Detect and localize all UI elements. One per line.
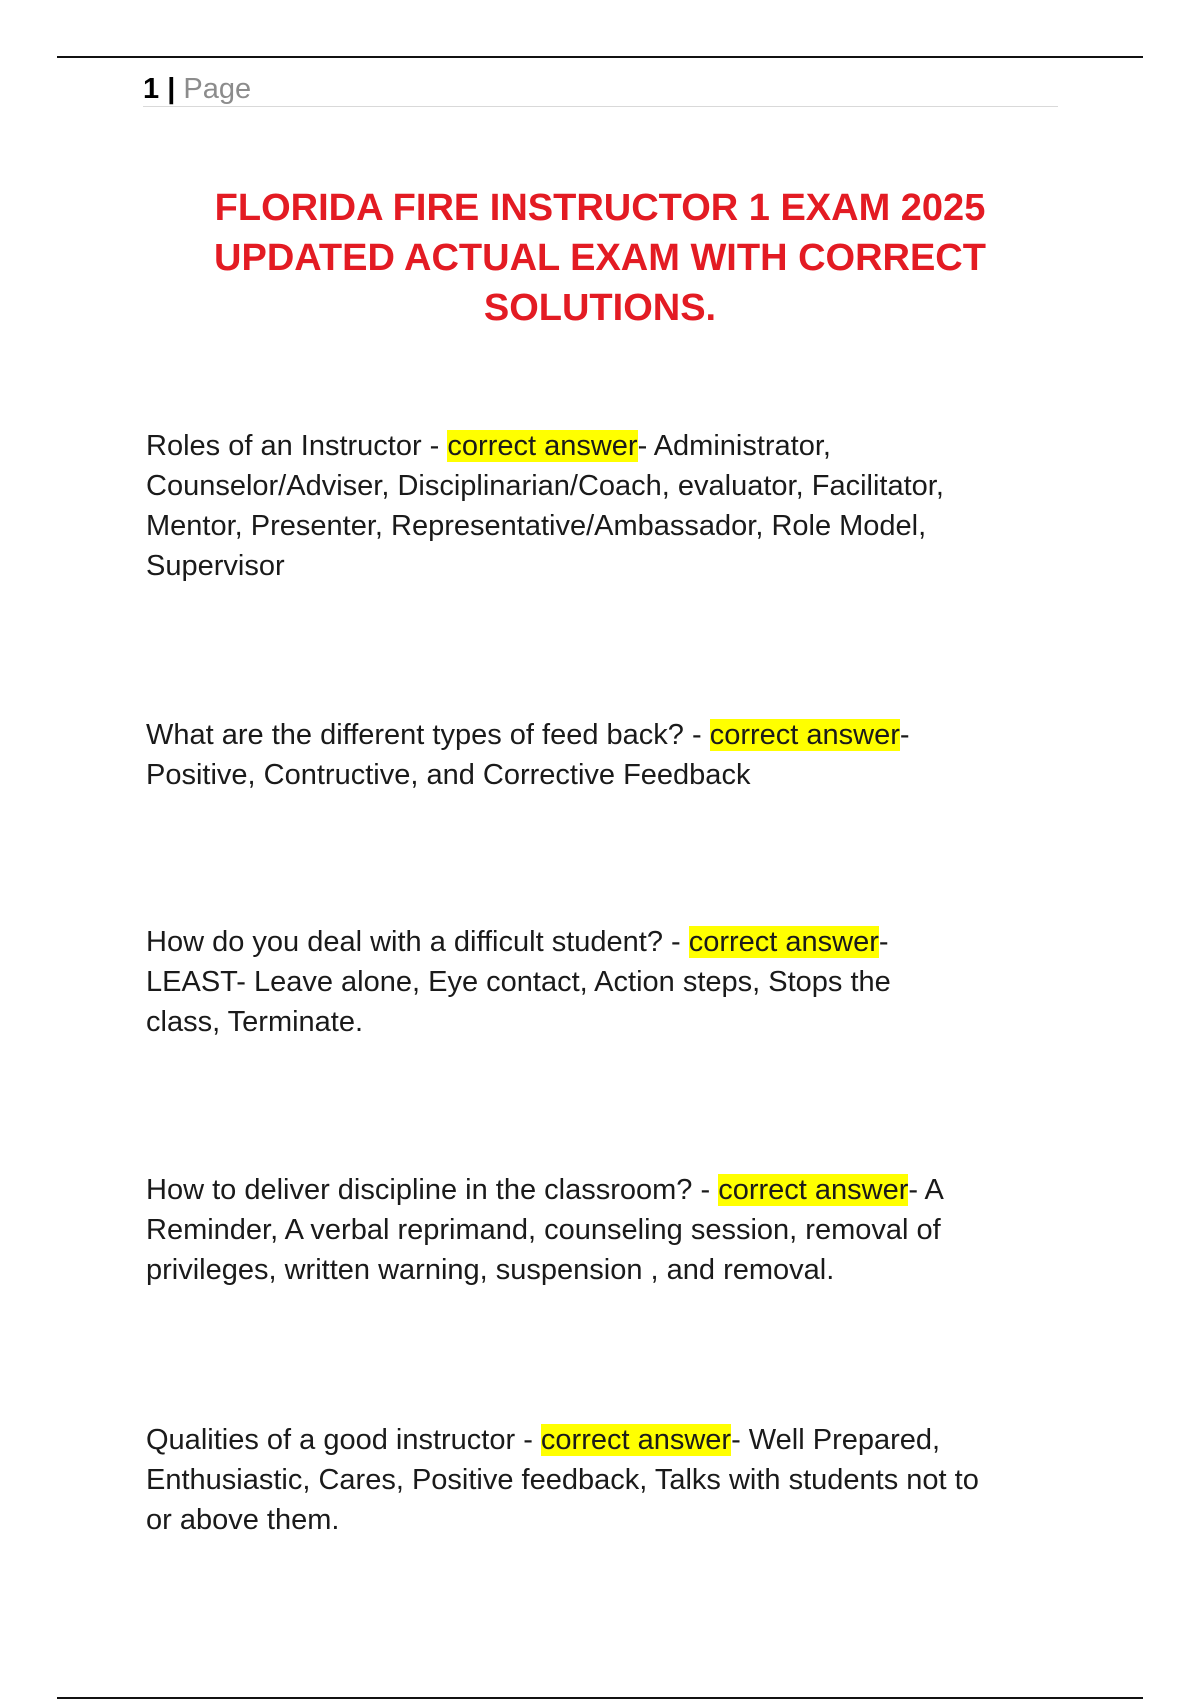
qa-item <box>146 922 1046 1042</box>
answer-line: Positive, Contructive, and Corrective Feedback <box>146 759 751 791</box>
question-text: Qualities of a good instructor - <box>146 1424 541 1456</box>
answer-line: Counselor/Adviser, Disciplinarian/Coach, evaluator, Facilitator, <box>146 470 944 502</box>
correct-answer-highlight: correct answer <box>447 430 638 462</box>
answer-line: Supervisor <box>146 550 285 582</box>
question-text: How to deliver discipline in the classroom? - <box>146 1174 719 1206</box>
question-text: What are the different types of feed back? - <box>146 719 710 751</box>
answer-line: Reminder, A verbal reprimand, counseling session, removal of <box>146 1214 941 1246</box>
answer-line: or above them. <box>146 1504 340 1536</box>
qa-first-line <box>146 1170 1046 1210</box>
title-line-1: FLORIDA FIRE INSTRUCTOR 1 EXAM 2025 <box>214 187 986 229</box>
correct-answer-highlight: correct answer <box>540 1424 732 1456</box>
answer-line: class, Terminate. <box>146 1006 364 1038</box>
page-label: Page <box>183 73 252 105</box>
answer-line: LEAST- Leave alone, Eye contact, Action steps, Stops the <box>146 966 891 998</box>
answer-line: Mentor, Presenter, Representative/Ambassador, Role Model, <box>146 510 927 542</box>
qa-first-line <box>146 426 1046 466</box>
qa-item <box>146 426 1046 586</box>
answer-start: - Administrator, <box>637 430 831 462</box>
page-header <box>143 72 1058 107</box>
top-rule <box>57 56 1143 58</box>
correct-answer-highlight: correct answer <box>718 1174 909 1206</box>
answer-line: privileges, written warning, suspension , and removal. <box>146 1254 835 1286</box>
answer-start: - A <box>908 1174 944 1206</box>
bottom-rule <box>57 1697 1143 1699</box>
answer-start: - Well Prepared, <box>731 1424 941 1456</box>
answer-start: - <box>899 719 910 751</box>
document-title <box>150 183 1050 333</box>
question-text: How do you deal with a difficult student? - <box>146 926 689 958</box>
qa-first-line <box>146 922 1046 962</box>
correct-answer-highlight: correct answer <box>709 719 900 751</box>
question-text: Roles of an Instructor - <box>146 430 448 462</box>
correct-answer-highlight: correct answer <box>688 926 879 958</box>
qa-first-line <box>146 1420 1046 1460</box>
answer-start: - <box>878 926 889 958</box>
page-separator: | <box>167 73 176 105</box>
qa-item <box>146 715 1046 795</box>
title-line-2: UPDATED ACTUAL EXAM WITH CORRECT <box>214 237 986 279</box>
qa-item <box>146 1170 1046 1290</box>
answer-line: Enthusiastic, Cares, Positive feedback, Talks with students not to <box>146 1464 979 1496</box>
title-line-3: SOLUTIONS. <box>483 287 717 329</box>
qa-first-line <box>146 715 1046 755</box>
qa-item <box>146 1420 1046 1540</box>
page-number: 1 <box>143 73 160 105</box>
